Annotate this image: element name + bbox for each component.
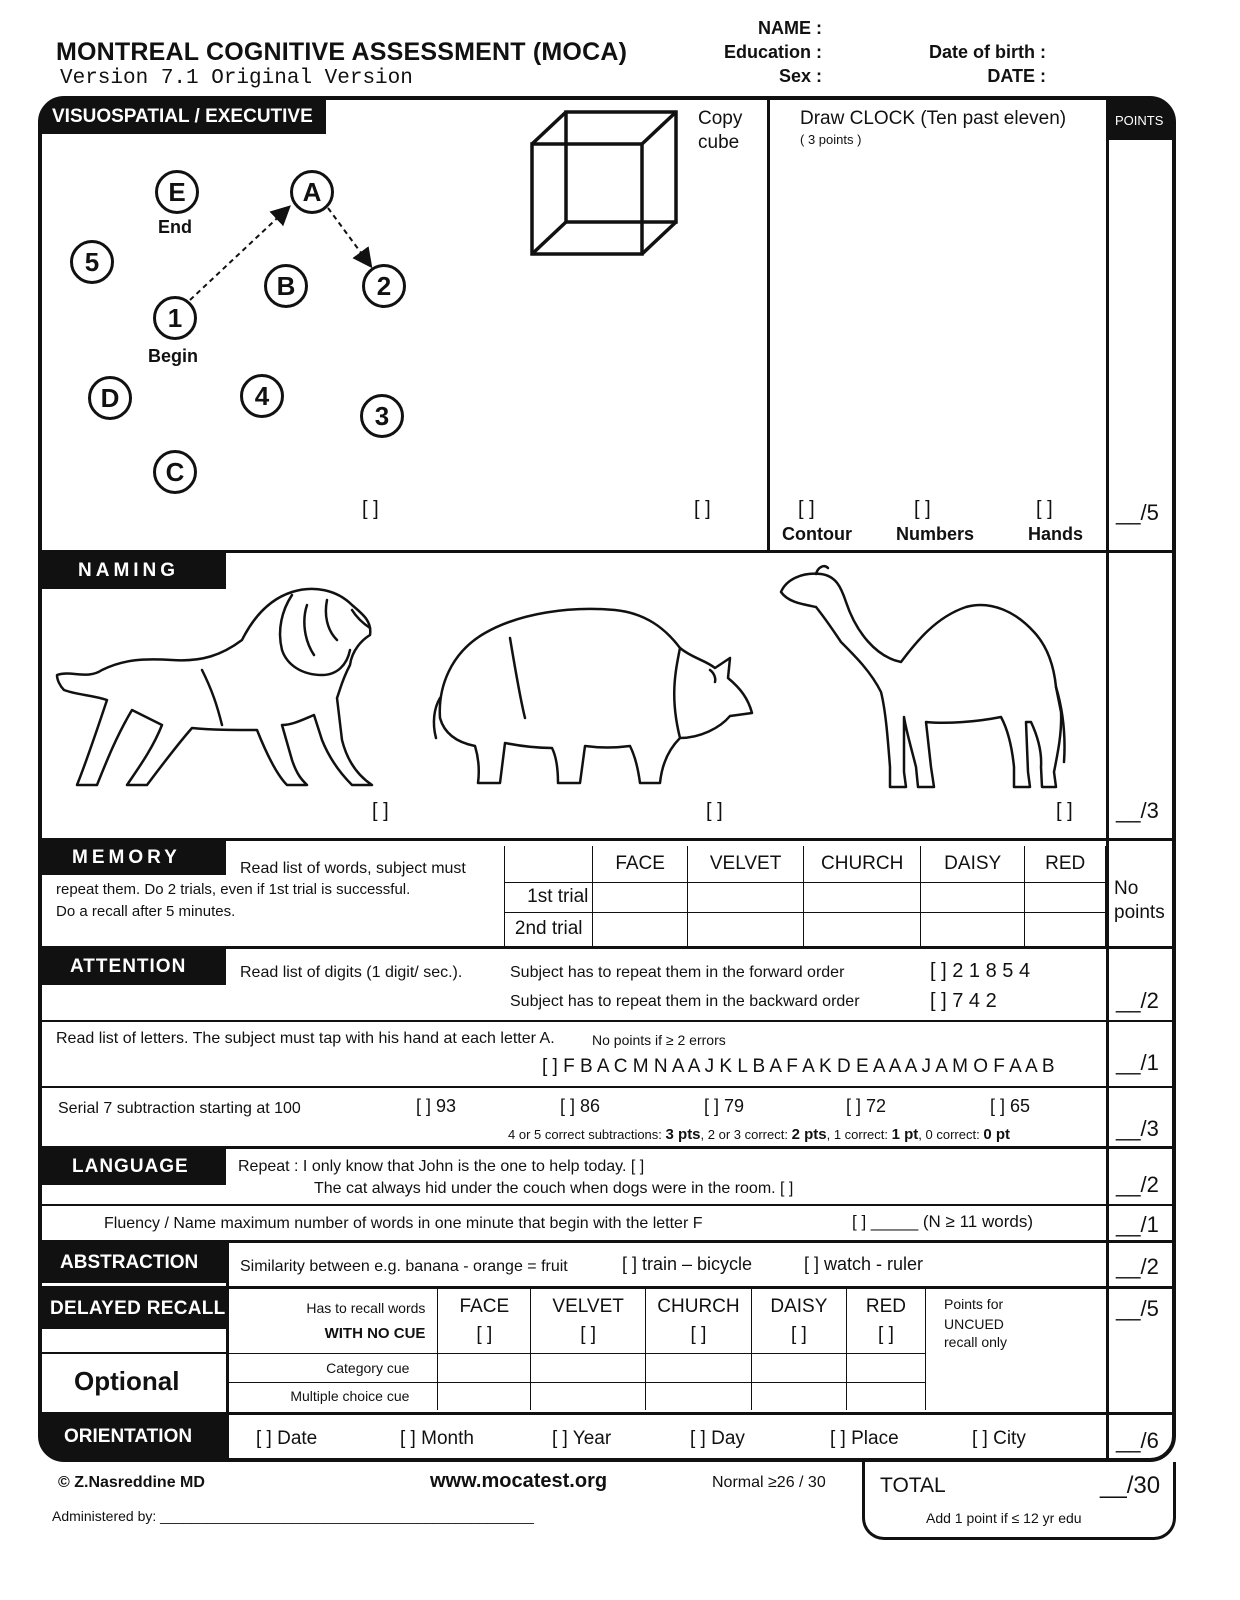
normal-score-note: Normal ≥26 / 30 [712, 1474, 826, 1491]
multiple-choice-cell[interactable] [846, 1382, 925, 1410]
trail-arrows [60, 150, 480, 510]
website-link[interactable]: www.mocatest.org [430, 1470, 608, 1492]
digits-score: __/2 [1116, 988, 1159, 1013]
fluency-checkbox[interactable]: [ ] _____ (N ≥ 11 words) [852, 1212, 1033, 1231]
multiple-choice-cell[interactable] [751, 1382, 846, 1410]
trail-node-1: 1 [153, 296, 197, 340]
hands-label: Hands [1028, 524, 1084, 544]
lion-checkbox[interactable]: [ ] [372, 800, 389, 822]
multiple-choice-cell[interactable] [531, 1382, 646, 1410]
contour-label: Contour [782, 524, 852, 544]
language-label: LANGUAGE [40, 1149, 226, 1185]
trail-node-2: 2 [362, 264, 406, 308]
total-label: TOTAL [880, 1474, 946, 1497]
lion-drawing [52, 580, 382, 800]
multiple-choice-cue-label: Multiple choice cue [226, 1382, 438, 1410]
trial-1-cell[interactable] [920, 882, 1024, 912]
recall-red[interactable]: RED [ ] [846, 1289, 925, 1353]
cube-checkbox[interactable]: [ ] [694, 498, 711, 520]
memory-word-church: CHURCH [804, 846, 921, 882]
serial-86[interactable]: [ ] 86 [560, 1096, 601, 1116]
delayed-recall-label: DELAYED RECALL [40, 1289, 226, 1329]
orientation-city[interactable]: [ ] City [972, 1428, 1026, 1449]
trial-2-cell[interactable] [804, 912, 921, 946]
no-points-2: points [1114, 902, 1165, 923]
camel-checkbox[interactable]: [ ] [1056, 800, 1073, 822]
contour-checkbox[interactable]: [ ] [798, 498, 815, 520]
rhino-checkbox[interactable]: [ ] [706, 800, 723, 822]
trail-node-b: B [264, 264, 308, 308]
memory-word-face: FACE [593, 846, 687, 882]
serial-score: __/3 [1116, 1116, 1159, 1141]
attention-label: ATTENTION [40, 949, 226, 985]
memory-word-red: RED [1025, 846, 1106, 882]
trial-1-label: 1st trial [505, 882, 593, 912]
delayed-recall-score: __/5 [1116, 1296, 1159, 1321]
points-note-2: UNCUED [944, 1316, 1004, 1332]
trial-2-cell[interactable] [920, 912, 1024, 946]
end-label: End [158, 217, 192, 237]
memory-word-daisy: DAISY [920, 846, 1024, 882]
forward-instruction: Subject has to repeat them in the forward order [510, 964, 845, 981]
trial-1-cell[interactable] [1025, 882, 1106, 912]
divider-letters [38, 1020, 1176, 1022]
orientation-day[interactable]: [ ] Day [690, 1428, 745, 1449]
camel-drawing [776, 562, 1076, 798]
no-points-1: No [1114, 878, 1139, 899]
abstraction-label: ABSTRACTION [40, 1243, 226, 1283]
orientation-date[interactable]: [ ] Date [256, 1428, 318, 1449]
forward-checkbox[interactable]: [ ] 2 1 8 5 4 [930, 960, 1031, 982]
category-cue-cell[interactable] [751, 1353, 846, 1382]
serial-scoring-note: 4 or 5 correct subtractions: 3 pts, 2 or 3 correct: 2 pts, 1 correct: 1 pt, 0 correct: 0 pt [508, 1126, 1010, 1143]
abstraction-watch-ruler[interactable]: [ ] watch - ruler [804, 1254, 924, 1274]
visuospatial-label: VISUOSPATIAL / EXECUTIVE [40, 100, 326, 134]
recall-daisy[interactable]: DAISY [ ] [751, 1289, 846, 1353]
recall-face[interactable]: FACE [ ] [438, 1289, 531, 1353]
trial-2-label: 2nd trial [505, 912, 593, 946]
digits-instruction: Read list of digits (1 digit/ sec.). [240, 964, 463, 981]
category-cue-cell[interactable] [646, 1353, 752, 1382]
name-label: NAME : [758, 18, 822, 38]
serial-72[interactable]: [ ] 72 [846, 1096, 887, 1116]
memory-table [504, 846, 1106, 946]
divider-serial [38, 1086, 1176, 1088]
repeat-sentence-2[interactable]: The cat always hid under the couch when dogs were in the room. [ ] [314, 1180, 794, 1197]
naming-label: NAMING [40, 553, 226, 589]
points-note-3: recall only [944, 1334, 1008, 1350]
serial-79[interactable]: [ ] 79 [704, 1096, 745, 1116]
form-version: Version 7.1 Original Version [60, 67, 413, 90]
recall-velvet[interactable]: VELVET [ ] [531, 1289, 646, 1353]
memory-label: MEMORY [40, 841, 226, 875]
letters-sequence[interactable]: [ ] F B A C M N A A J K L B A F A K D E A A A J A M O F A A B [542, 1056, 1055, 1077]
administered-by: Administered by: ________________________________________________ [52, 1508, 534, 1524]
orientation-divider [226, 1415, 229, 1460]
memory-word-velvet: VELVET [687, 846, 803, 882]
memory-instruction-1: Read list of words, subject must [240, 860, 466, 877]
begin-label: Begin [148, 346, 199, 366]
trial-2-cell[interactable] [593, 912, 687, 946]
education-note: Add 1 point if ≤ 12 yr edu [926, 1510, 1082, 1526]
trail-node-5: 5 [70, 240, 114, 284]
abstraction-divider [226, 1243, 229, 1286]
trial-2-cell[interactable] [1025, 912, 1106, 946]
hands-checkbox[interactable]: [ ] [1036, 498, 1053, 520]
clock-title: Draw CLOCK (Ten past eleven) [800, 108, 1067, 129]
numbers-checkbox[interactable]: [ ] [914, 498, 931, 520]
category-cue-label: Category cue [226, 1353, 438, 1382]
repeat-score: __/2 [1116, 1172, 1159, 1197]
trail-node-c: C [153, 450, 197, 494]
clock-points: ( 3 points ) [800, 132, 862, 147]
memory-instruction-3: Do a recall after 5 minutes. [56, 903, 236, 920]
trail-node-d: D [88, 376, 132, 420]
backward-instruction: Subject has to repeat them in the backward order [510, 993, 860, 1010]
orientation-year[interactable]: [ ] Year [552, 1428, 612, 1449]
delayed-recall-table [226, 1289, 926, 1410]
optional-top-line [40, 1352, 226, 1354]
education-label: Education : [724, 42, 822, 62]
divider-fluency [38, 1204, 1176, 1206]
memory-instruction-2: repeat them. Do 2 trials, even if 1st trial is successful. [56, 881, 411, 898]
fluency-score: __/1 [1116, 1212, 1159, 1237]
cube-label: cube [698, 132, 740, 153]
category-cue-cell[interactable] [438, 1353, 531, 1382]
serial-instruction: Serial 7 subtraction starting at 100 [58, 1100, 301, 1117]
orientation-label: ORIENTATION [40, 1415, 226, 1458]
orientation-month[interactable]: [ ] Month [400, 1428, 474, 1449]
date-label: DATE : [987, 66, 1046, 86]
optional-label: Optional [74, 1366, 180, 1396]
trial-1-cell[interactable] [687, 882, 803, 912]
letters-score: __/1 [1116, 1050, 1159, 1075]
serial-65[interactable]: [ ] 65 [990, 1096, 1031, 1116]
serial-93[interactable]: [ ] 93 [416, 1096, 457, 1116]
trial-1-cell[interactable] [804, 882, 921, 912]
abstraction-train-bicycle[interactable]: [ ] train – bicycle [622, 1254, 753, 1274]
trail-node-a: A [290, 170, 334, 214]
total-score: __/30 [1100, 1472, 1161, 1499]
form-title: MONTREAL COGNITIVE ASSESSMENT (MOCA) [56, 38, 628, 66]
no-cue-cell: Has to recall words WITH NO CUE [226, 1289, 438, 1353]
recall-church[interactable]: CHURCH [ ] [646, 1289, 752, 1353]
trail-node-e: E [155, 170, 199, 214]
multiple-choice-cell[interactable] [646, 1382, 752, 1410]
letters-instruction: Read list of letters. The subject must tap with his hand at each letter A. [56, 1030, 555, 1047]
abstraction-instruction: Similarity between e.g. banana - orange = fruit [240, 1258, 568, 1275]
naming-score: __/3 [1116, 798, 1159, 823]
copy-label: Copy [698, 108, 743, 129]
letters-note: No points if ≥ 2 errors [592, 1032, 726, 1048]
copyright: © Z.Nasreddine MD [58, 1474, 205, 1491]
backward-checkbox[interactable]: [ ] 7 4 2 [930, 990, 997, 1012]
category-cue-cell[interactable] [846, 1353, 925, 1382]
numbers-label: Numbers [896, 524, 975, 544]
trial-1-cell[interactable] [593, 882, 687, 912]
orientation-score: __/6 [1116, 1428, 1159, 1453]
cube-drawing [528, 108, 682, 258]
points-note-1: Points for [944, 1296, 1004, 1312]
fluency-instruction: Fluency / Name maximum number of words in one minute that begin with the letter F [104, 1215, 703, 1232]
trail-node-3: 3 [360, 394, 404, 438]
points-divider [1106, 96, 1109, 1462]
trail-node-4: 4 [240, 374, 284, 418]
points-header: POINTS [1109, 100, 1173, 140]
category-cue-cell[interactable] [531, 1353, 646, 1382]
abstraction-score: __/2 [1116, 1254, 1159, 1279]
rhino-drawing [430, 598, 760, 798]
clock-divider [767, 96, 770, 552]
dob-label: Date of birth : [929, 42, 1046, 62]
repeat-sentence-1[interactable]: Repeat : I only know that John is the one to help today. [ ] [238, 1158, 645, 1175]
trial-2-cell[interactable] [687, 912, 803, 946]
visuospatial-score: __/5 [1116, 500, 1159, 525]
orientation-place[interactable]: [ ] Place [830, 1428, 899, 1449]
multiple-choice-cell[interactable] [438, 1382, 531, 1410]
sex-label: Sex : [778, 66, 822, 86]
trail-checkbox[interactable]: [ ] [362, 498, 379, 520]
